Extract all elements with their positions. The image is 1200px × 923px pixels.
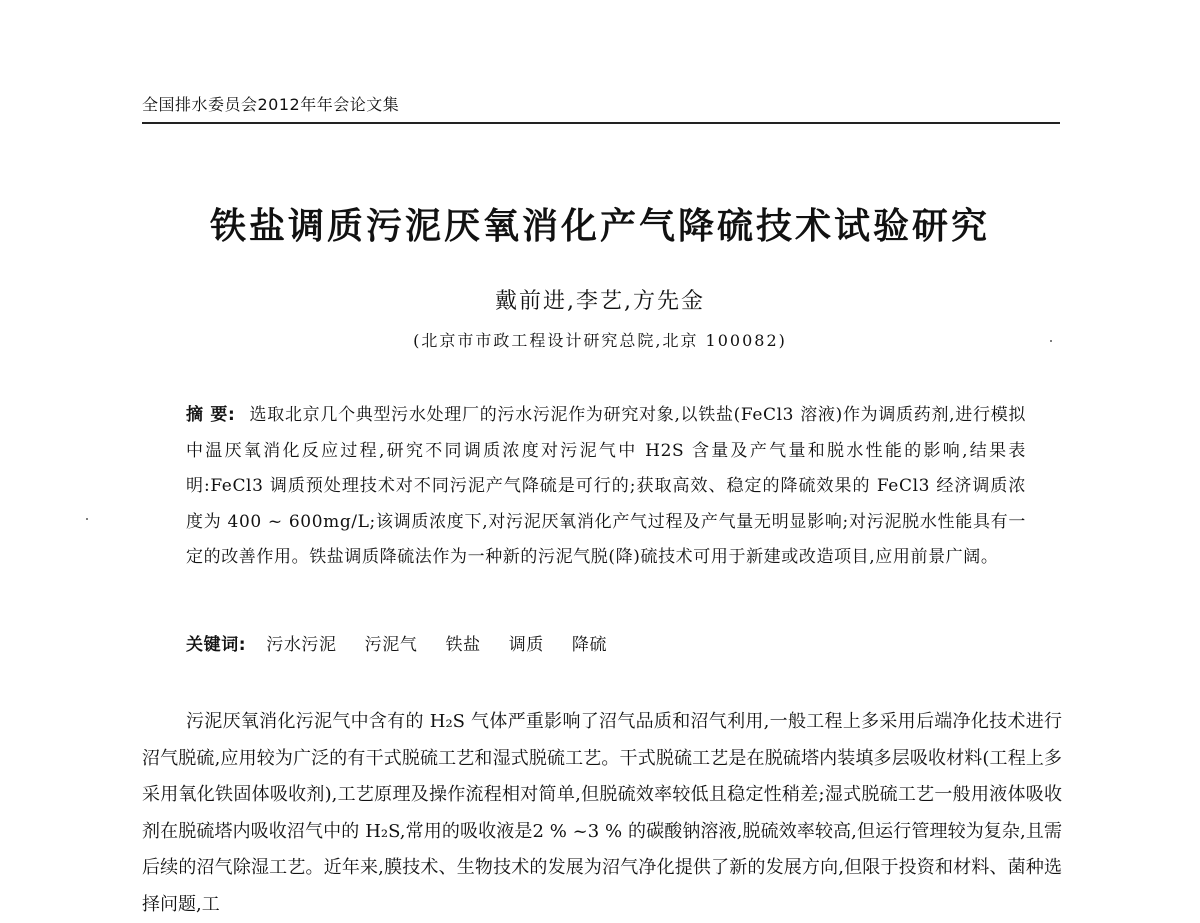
keywords-block (186, 630, 1026, 655)
header-divider (142, 122, 1060, 124)
body-paragraph: 污泥厌氧消化污泥气中含有的 H₂S 气体严重影响了沼气品质和沼气利用,一般工程上多采用后端净化技术进行沼气脱硫,应用较为广泛的有干式脱硫工艺和湿式脱硫工艺。干式脱硫工艺是在脱硫塔内装填多层吸收材料(工程上多采用氧化铁固体吸收剂),工艺原理及操作流程相对简单,但脱硫效率较低且稳定性稍差;湿式脱硫工艺一般用液体吸收剂在脱硫塔内吸收沼气中的 H₂S,常用的吸收液是2 % ~3 % 的碳酸钠溶液,脱硫效率较高,但运行管理较为复杂,且需后续的沼气除湿工艺。近年来,膜技术、生物技术的发展为沼气净化提供了新的发展方向,但限于投资和材料、菌种选择问题,工 (142, 711, 1062, 915)
proceedings-header: 全国排水委员会2012年年会论文集 (142, 95, 400, 114)
abstract-block (186, 398, 1026, 576)
paper-title: 铁盐调质污泥厌氧消化产气降硫技术试验研究 (209, 206, 990, 247)
scan-speck (86, 518, 88, 520)
keyword: 污泥气 (364, 635, 418, 655)
paper-authors: 戴前进,李艺,方先金 (495, 289, 705, 314)
paper-affiliation: (北京市市政工程设计研究总院,北京 100082) (413, 331, 787, 350)
keyword: 铁盐 (445, 635, 481, 655)
abstract-text: 选取北京几个典型污水处理厂的污水污泥作为研究对象,以铁盐(FeCl3 溶液)作为调质药剂,进行模拟中温厌氧消化反应过程,研究不同调质浓度对污泥气中 H2S 含量及产气量和脱水性能的影响,结果表明:FeCl3 调质预处理技术对不同污泥产气降硫是可行的;获取高效、稳定的降硫效果的 FeCl3 经济调质浓度为 400 ~ 600mg/L;该调质浓度下,对污泥厌氧消化产气过程及产气量无明显影响;对污泥脱水性能具有一定的改善作用。铁盐调质降硫法作为一种新的污泥气脱(降)硫技术可用于新建或改造项目,应用前景广阔。 (186, 405, 1026, 567)
keyword: 污水污泥 (266, 635, 337, 655)
keyword: 调质 (508, 635, 544, 655)
keyword: 降硫 (571, 635, 608, 655)
keywords-label: 关键词: (186, 635, 247, 655)
abstract-label: 摘 要: (186, 405, 236, 425)
scan-speck (1050, 340, 1052, 342)
